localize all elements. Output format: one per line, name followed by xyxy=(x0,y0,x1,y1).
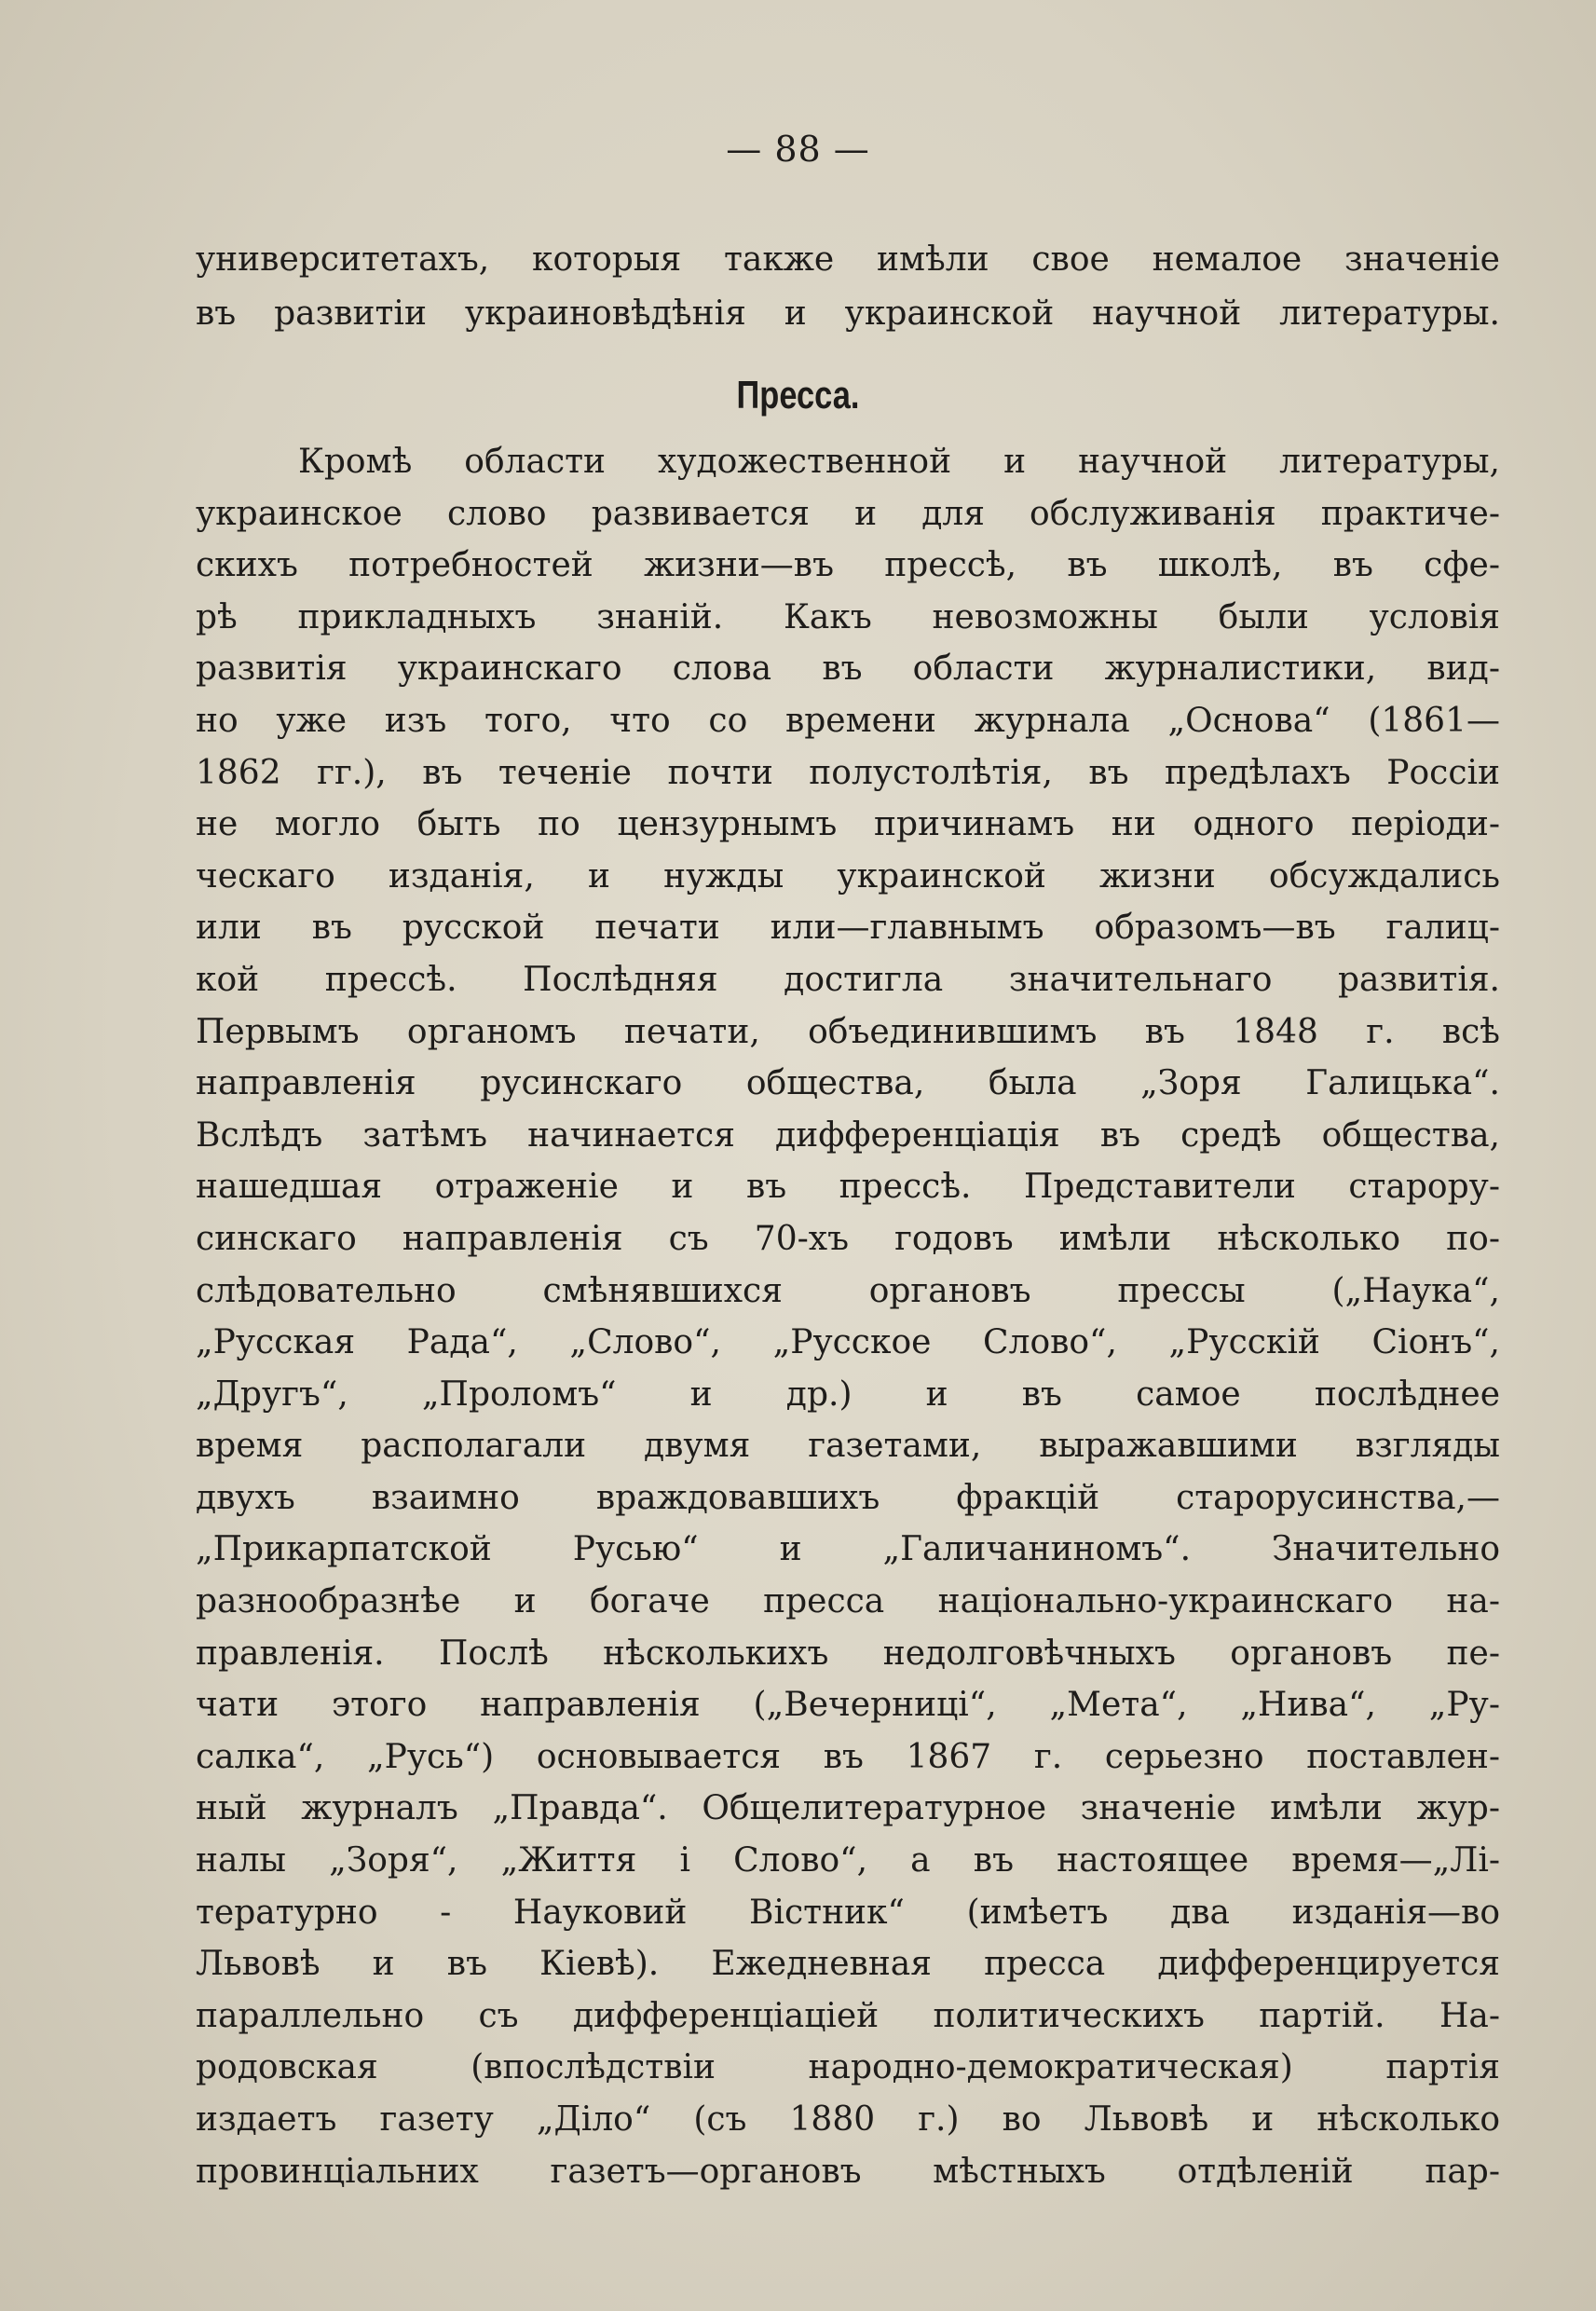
text-line: направленія русинскаго общества, была „Зоря Галицька“. xyxy=(196,1064,1500,1103)
text-line: въ развитіи украиновѣдѣнія и украинской научной литературы. xyxy=(196,294,1500,333)
text-line: провинціальних газетъ—органовъ мѣстныхъ отдѣленій пар- xyxy=(196,2152,1500,2191)
section-paragraph xyxy=(196,436,1500,2197)
text-line: двухъ взаимно враждовавшихъ фракцій старорусинства,— xyxy=(196,1478,1500,1517)
text-line: университетахъ, которыя также имѣли свое немалое значеніе xyxy=(196,240,1500,279)
text-line: Вслѣдъ затѣмъ начинается дифференціація въ средѣ общества, xyxy=(196,1115,1500,1155)
text-line: параллельно съ дифференціаціей политическихъ партій. На- xyxy=(196,1996,1500,2035)
text-line: не могло быть по цензурнымъ причинамъ ни одного періоди- xyxy=(196,805,1500,844)
page-number: — 88 — xyxy=(726,129,870,170)
intro-paragraph xyxy=(196,233,1500,341)
text-line: Львовѣ и въ Кіевѣ). Ежедневная пресса дифференцируется xyxy=(196,1945,1500,1984)
text-line: разнообразнѣе и богаче пресса національно-украинскаго на- xyxy=(196,1582,1500,1621)
text-line: „Русская Рада“, „Слово“, „Русское Слово“, „Русскій Сіонъ“, xyxy=(196,1323,1500,1362)
text-line: тературно - Науковий Вістник“ (имѣетъ два изданія—во xyxy=(196,1893,1500,1932)
text-line: рѣ прикладныхъ знаній. Какъ невозможны были условія xyxy=(196,597,1500,636)
text-line: кой прессѣ. Послѣдняя достигла значительнаго развитія. xyxy=(196,960,1500,999)
text-line: нашедшая отраженіе и въ прессѣ. Представители старору- xyxy=(196,1168,1500,1207)
text-line: „Другъ“, „Проломъ“ и др.) и въ самое послѣднее xyxy=(196,1374,1500,1414)
text-line: ный журналъ „Правда“. Общелитературное значеніе имѣли жур- xyxy=(196,1789,1500,1828)
text-line: „Прикарпатской Русью“ и „Галичаниномъ“. Значительно xyxy=(196,1530,1500,1569)
text-line: скихъ потребностей жизни—въ прессѣ, въ школѣ, въ сфе- xyxy=(196,546,1500,585)
text-line: налы „Зоря“, „Життя і Слово“, а въ настоящее время—„Лі- xyxy=(196,1841,1500,1880)
text-line: родовская (впослѣдствіи народно-демократическая) партія xyxy=(196,2048,1500,2087)
text-line: ческаго изданія, и нужды украинской жизни обсуждались xyxy=(196,856,1500,896)
text-line: 1862 гг.), въ теченіе почти полустолѣтія, въ предѣлахъ Россіи xyxy=(196,753,1500,792)
text-line: правленія. Послѣ нѣсколькихъ недолговѣчныхъ органовъ пе- xyxy=(196,1634,1500,1673)
text-line: Кромѣ области художественной и научной литературы, xyxy=(298,443,1500,481)
text-line: украинское слово развивается и для обслуживанія практиче- xyxy=(196,494,1500,533)
text-line: развитія украинскаго слова въ области журналистики, вид- xyxy=(196,650,1500,689)
text-line: чати этого направленія („Вечерниці“, „Мета“, „Нива“, „Ру- xyxy=(196,1686,1500,1725)
text-line: или въ русской печати или—главнымъ образомъ—въ галиц- xyxy=(196,909,1500,948)
text-line: издаетъ газету „Діло“ (съ 1880 г.) во Львовѣ и нѣсколько xyxy=(196,2100,1500,2139)
text-line: время располагали двумя газетами, выражавшими взгляды xyxy=(196,1427,1500,1466)
section-heading: Пресса. xyxy=(736,373,860,417)
text-line: слѣдовательно смѣнявшихся органовъ прессы („Наука“, xyxy=(196,1271,1500,1310)
text-line: салка“, „Русь“) основывается въ 1867 г. серьезно поставлен- xyxy=(196,1737,1500,1776)
text-line: синскаго направленія съ 70-хъ годовъ имѣли нѣсколько по- xyxy=(196,1219,1500,1258)
text-line: но уже изъ того, что со времени журнала „Основа“ (1861— xyxy=(196,701,1500,740)
text-line: Первымъ органомъ печати, объединившимъ въ 1848 г. всѣ xyxy=(196,1012,1500,1051)
